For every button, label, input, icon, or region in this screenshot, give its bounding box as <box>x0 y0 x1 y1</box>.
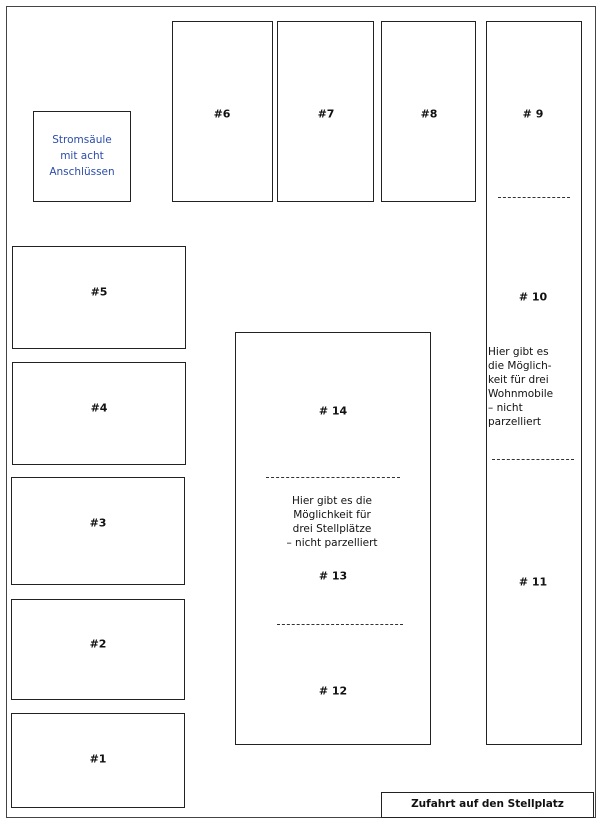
right-note-line2: die Möglich- <box>488 360 552 372</box>
center-note-line3: drei Stellplätze <box>292 523 372 535</box>
center-note-line4: – nicht parzelliert <box>286 537 378 549</box>
spot-label-11: # 11 <box>518 575 548 589</box>
spot-label-5: #5 <box>90 285 108 299</box>
divider-9-10 <box>498 197 570 198</box>
parking-spot-3[interactable] <box>11 477 185 585</box>
spot-label-14: # 14 <box>318 404 348 418</box>
divider-10-11 <box>492 459 574 460</box>
power-column-line1: Stromsäule <box>52 134 112 146</box>
power-column-line2: mit acht <box>60 150 104 162</box>
spot-label-8: #8 <box>420 107 438 121</box>
divider-14-13 <box>266 477 400 478</box>
right-note-line5: – nicht <box>488 402 523 414</box>
spot-label-1: #1 <box>89 752 107 766</box>
divider-13-12 <box>277 624 403 625</box>
right-note-line1: Hier gibt es <box>488 346 549 358</box>
spot-label-13: # 13 <box>318 569 348 583</box>
center-block-note <box>257 494 407 550</box>
spot-label-10: # 10 <box>518 290 548 304</box>
center-note-line1: Hier gibt es die <box>292 495 372 507</box>
right-note-line3: keit für drei <box>488 374 549 386</box>
spot-label-2: #2 <box>89 637 107 651</box>
spot-label-4: #4 <box>90 401 108 415</box>
power-column-label <box>33 132 131 180</box>
access-label: Zufahrt auf den Stellplatz <box>411 798 564 810</box>
spot-label-3: #3 <box>89 516 107 530</box>
spot-label-9: # 9 <box>522 107 544 121</box>
center-note-line2: Möglichkeit für <box>293 509 371 521</box>
power-column-line3: Anschlüssen <box>49 166 115 178</box>
spot-label-6: #6 <box>213 107 231 121</box>
right-strip-note <box>488 345 576 429</box>
right-note-line6: parzelliert <box>488 416 542 428</box>
spot-label-7: #7 <box>317 107 335 121</box>
spot-label-12: # 12 <box>318 684 348 698</box>
right-note-line4: Wohnmobile <box>488 388 554 400</box>
